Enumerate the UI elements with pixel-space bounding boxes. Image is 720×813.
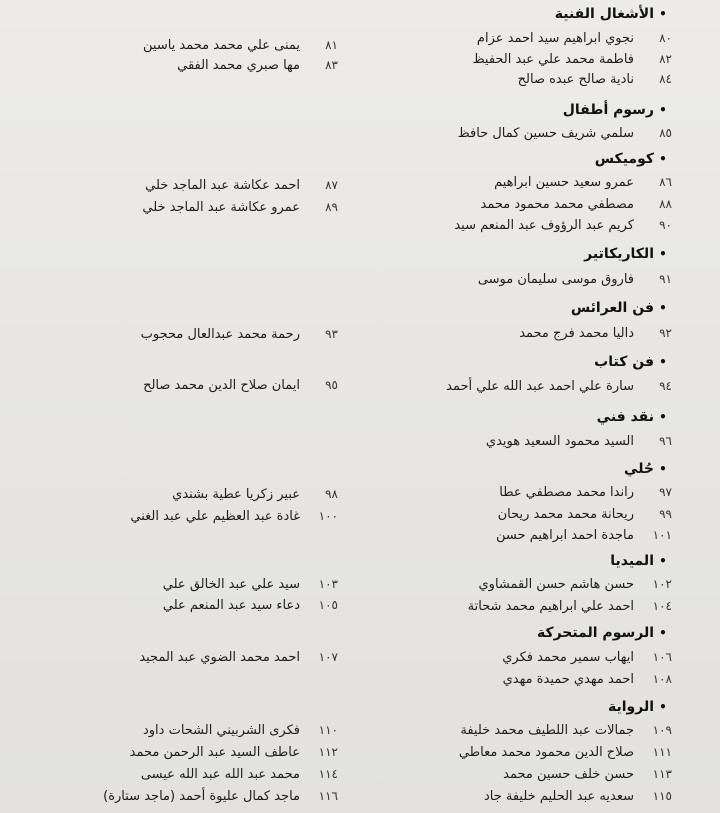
section-heading: •الأشغال الفنية [555,2,672,26]
section-heading: •نقد فني [597,405,672,429]
list-item: ١٠٢حسن هاشم حسن القمشاوي [478,577,672,592]
list-item: ١٠٦ايهاب سمير محمد فكري [502,650,672,665]
list-item: ٩٨عبير زكريا عطية بشندي [172,487,338,502]
list-item: ٩٠كريم عبد الرؤوف عبد المنعم سيد [454,218,672,233]
bullet-icon: • [659,7,667,21]
list-item: ٨٩عمرو عكاشة عبد الماجد خلي [142,200,338,215]
list-item: ٩٤سارة علي احمد عبد الله علي أحمد [446,379,672,394]
list-item: ٨٣مها صبري محمد الفقي [177,58,338,73]
list-item: ١١٣حسن خلف حسين محمد [503,767,672,782]
list-item: ١١٠فكرى الشربيني الشحات داود [142,723,338,738]
section-heading: •الكاريكاتير [584,242,672,266]
bullet-icon: • [659,462,667,476]
list-item: ٨٠نجوي ابراهيم سيد احمد عزام [476,31,672,46]
list-item: ٨٦عمرو سعيد حسين ابراهيم [494,175,672,190]
list-item: ٩٢داليا محمد فرج محمد [519,326,672,341]
section-heading: •حُلي [624,457,672,481]
bullet-icon: • [659,301,667,315]
list-item: ٩٣رحمة محمد عبدالعال محجوب [140,327,338,342]
list-item: ١١١صلاح الدين محمود محمد معاطي [458,745,672,760]
list-item: ٩٦السيد محمود السعيد هويدي [485,434,672,449]
bullet-icon: • [659,626,667,640]
list-item: ١١٢عاطف السيد عبد الرحمن محمد [129,745,338,760]
list-item: ١١٤محمد عبد الله عبد الله عيسى [140,767,338,782]
bullet-icon: • [659,355,667,369]
list-item: ٩٥ايمان صلاح الدين محمد صالح [143,378,338,393]
list-item: ٩١فاروق موسى سليمان موسى [477,272,672,287]
list-item: ٨٢فاطمة محمد علي عبد الحفيظ [472,52,672,67]
section-heading: •فن العرائس [571,296,672,320]
bullet-icon: • [659,247,667,261]
list-item: ٨٨مصطفي محمد محمود محمد [480,197,672,212]
list-item: ١١٥سعديه عبد الحليم خليفة جاد [483,789,672,804]
list-item: ١٠٨احمد مهدي حميدة مهدي [502,672,672,687]
list-item: ١٠٥دعاء سيد عبد المنعم علي [162,598,338,613]
list-item: ١١٦ماجد كمال عليوة أحمد (ماجد ستارة) [103,789,338,804]
list-item: ٨٤نادية صالح عبده صالح [517,72,672,87]
list-item: ١٠٩جمالات عبد اللطيف محمد خليفة [460,723,672,738]
list-item: ٨٥سلمي شريف حسين كمال حافظ [457,126,672,141]
list-item: ٨٧احمد عكاشة عبد الماجد خلي [145,178,338,193]
list-item: ١٠٠غادة عبد العظيم علي عبد الغني [130,509,338,524]
bullet-icon: • [659,410,667,424]
list-item: ١٠٣سيد علي عبد الخالق علي [162,577,338,592]
section-heading: •فن كتاب [594,350,672,374]
list-item: ١٠٧احمد محمد الضوي عبد المجيد [139,650,338,665]
bullet-icon: • [659,152,667,166]
list-item: ١٠٤احمد علي ابراهيم محمد شحاتة [467,599,672,614]
section-heading: •كوميكس [595,147,672,171]
bullet-icon: • [659,700,667,714]
list-item: ٩٧راندا محمد مصطفي عطا [499,485,672,500]
section-heading: •الميديا [610,549,672,573]
section-heading: •الرواية [608,695,672,719]
section-heading: •رسوم أطفال [563,98,672,122]
section-heading: •الرسوم المتحركة [537,621,672,645]
list-item: ٩٩ريحانة محمد محمد ريحان [497,507,672,522]
bullet-icon: • [659,554,667,568]
bullet-icon: • [659,103,667,117]
list-item: ١٠١ماجدة احمد ابراهيم حسن [496,528,672,543]
list-item: ٨١يمنى علي محمد محمد ياسين [143,38,338,53]
